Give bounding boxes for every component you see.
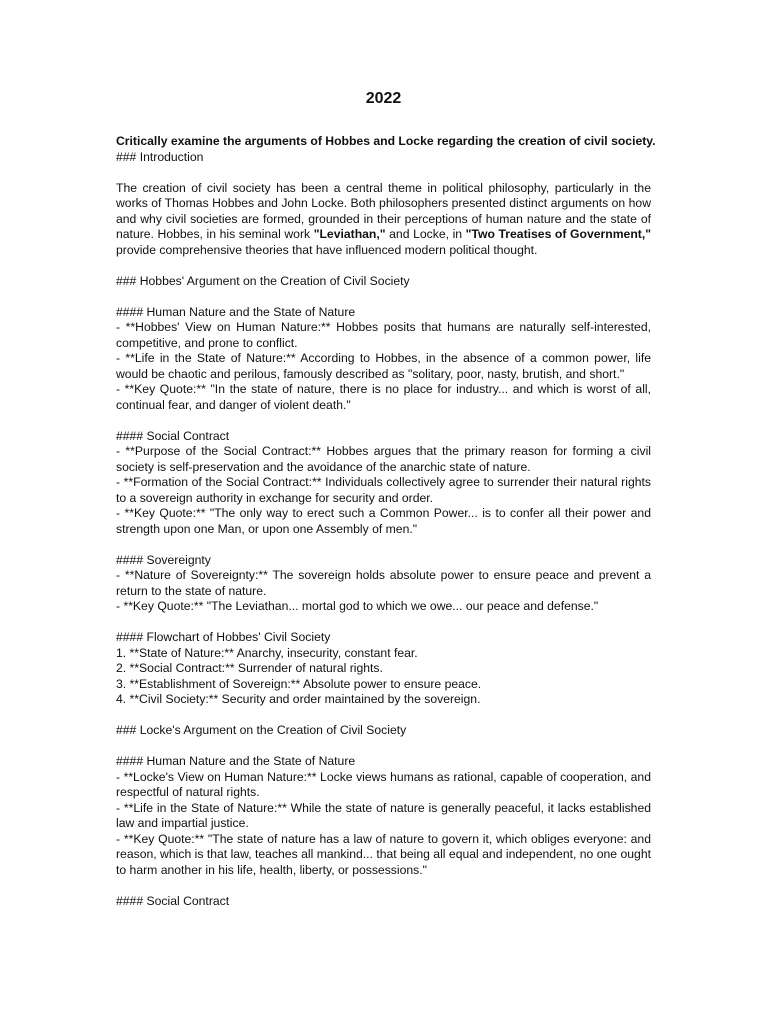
list-item: - **Key Quote:** "The Leviathan... mortal god to which we owe... our peace and defense." (116, 599, 599, 613)
spacer (116, 289, 651, 305)
spacer (116, 878, 651, 894)
list-item: - **Formation of the Social Contract:** Individuals collectively agree to surrender their natural rights to a sovereign authority in exchange for security and order. (116, 475, 651, 505)
locke-nature-heading: #### Human Nature and the State of Nature (116, 754, 356, 768)
intro-text-1: The creation of civil society has been a central theme in political philosophy, particularly in the works of Thomas Hobbes and John Locke. Both philosophers presented distinct arguments on how and why civil societies are formed, grounded in their perceptions of human nature and the state of nature. Hobbes, in his seminal work (116, 180, 651, 241)
question-heading: Critically examine the arguments of Hobbes and Locke regarding the creation of civil society. (116, 134, 656, 148)
list-item: 2. **Social Contract:** Surrender of natural rights. (116, 661, 383, 675)
list-item: - **Locke's View on Human Nature:** Locke views humans as rational, capable of cooperation, and respectful of natural rights. (116, 769, 651, 799)
spacer (116, 165, 651, 181)
spacer (116, 708, 651, 724)
locke-heading: ### Locke's Argument on the Creation of Civil Society (116, 723, 407, 737)
list-item: - **Purpose of the Social Contract:** Hobbes argues that the primary reason for forming a civil society is self-preservation and the avoidance of the anarchic state of nature. (116, 444, 651, 474)
list-item: - **Life in the State of Nature:** According to Hobbes, in the absence of a common power, life would be chaotic and perilous, famously described as "solitary, poor, nasty, brutish, and short." (116, 351, 651, 381)
leviathan-title: "Leviathan," (313, 227, 386, 241)
list-item: - **Hobbes' View on Human Nature:** Hobbes posits that humans are naturally self-interested, competitive, and prone to conflict. (116, 320, 651, 350)
intro-paragraph (116, 181, 651, 259)
list-item: - **Key Quote:** "The state of nature has a law of nature to govern it, which obliges everyone: and reason, which is that law, teaches all mankind... that being all equal and independent, no one ought to harm another in his life, health, liberty, or possessions." (116, 831, 651, 877)
intro-heading: ### Introduction (116, 149, 204, 164)
spacer (116, 739, 651, 755)
hobbes-nature-heading: #### Human Nature and the State of Nature (116, 304, 356, 319)
spacer (116, 413, 651, 429)
list-item: - **Life in the State of Nature:** While the state of nature is generally peaceful, it lacks established law and impartial justice. (116, 800, 651, 830)
hobbes-contract-heading: #### Social Contract (116, 428, 230, 443)
list-item: - **Nature of Sovereignty:** The sovereign holds absolute power to ensure peace and prevent a return to the state of nature. (116, 568, 651, 598)
spacer (116, 258, 651, 274)
document-page (116, 88, 656, 909)
page-title: 2022 (365, 90, 402, 107)
hobbes-flowchart-heading: #### Flowchart of Hobbes' Civil Society (116, 630, 331, 644)
locke-contract-heading: #### Social Contract (116, 893, 230, 908)
list-item: 4. **Civil Society:** Security and order maintained by the sovereign. (116, 692, 481, 706)
spacer (116, 537, 651, 553)
list-item: 3. **Establishment of Sovereign:** Absolute power to ensure peace. (116, 676, 482, 691)
spacer (116, 615, 651, 631)
hobbes-heading: ### Hobbes' Argument on the Creation of Civil Society (116, 273, 410, 288)
intro-text-3: provide comprehensive theories that have influenced modern political thought. (116, 242, 538, 257)
treatises-title: "Two Treatises of Government," (465, 227, 651, 241)
hobbes-sovereignty-heading: #### Sovereignty (116, 552, 211, 567)
list-item: - **Key Quote:** "The only way to erect such a Common Power... is to confer all their power and strength upon one Man, or upon one Assembly of men." (116, 506, 651, 536)
list-item: 1. **State of Nature:** Anarchy, insecurity, constant fear. (116, 645, 418, 660)
list-item: - **Key Quote:** "In the state of nature, there is no place for industry... and which is worst of all, continual fear, and danger of violent death." (116, 382, 651, 412)
intro-text-2: and Locke, in (385, 227, 466, 241)
